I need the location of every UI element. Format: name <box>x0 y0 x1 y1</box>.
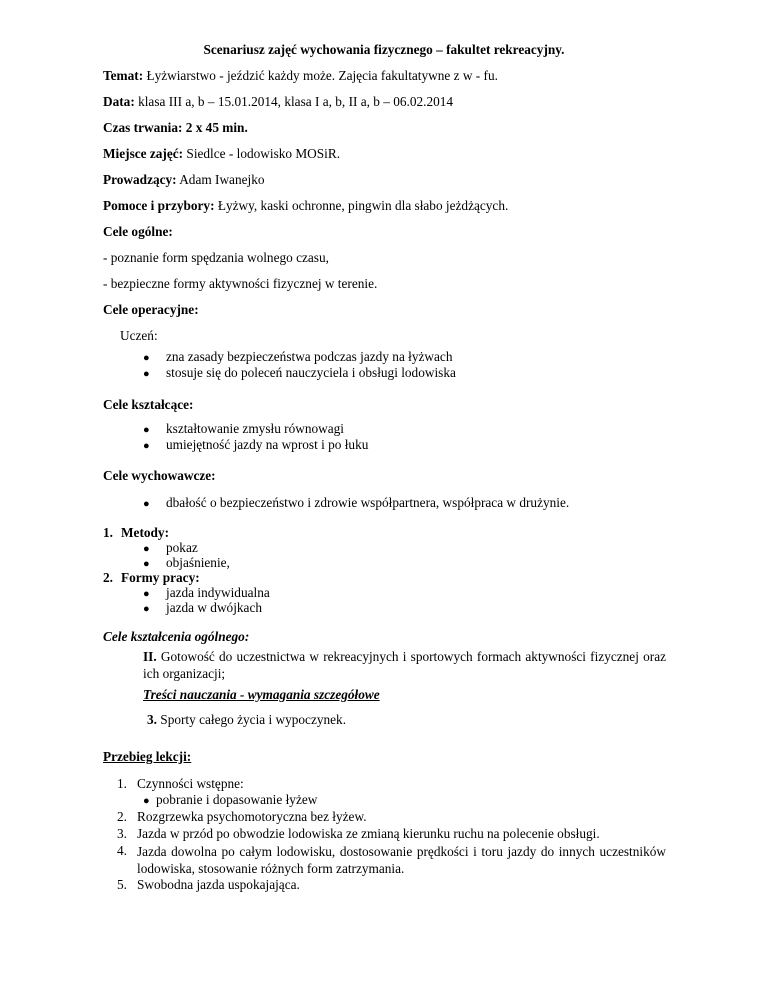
metody-item: pokaz <box>166 540 198 555</box>
ksztalcace-item: umiejętność jazdy na wprost i po łuku <box>166 437 369 452</box>
pomoce-line <box>103 198 508 214</box>
cele-operacyjne-heading: Cele operacyjne: <box>103 302 199 317</box>
prowadzacy-line <box>103 172 265 188</box>
bullet-icon: ● <box>143 603 150 615</box>
przebieg-heading: Przebieg lekcji: <box>103 749 192 764</box>
cele-ksztalcenia-heading: Cele kształcenia ogólnego: <box>103 629 250 644</box>
pomoce-label: Pomoce i przybory: <box>103 198 215 213</box>
bullet-icon: ● <box>143 588 150 600</box>
pomoce-value: Łyżwy, kaski ochronne, pingwin dla słabo jeżdżących. <box>214 198 509 213</box>
temat-line <box>103 68 498 84</box>
step-number: 5. <box>117 877 127 892</box>
ksztalcace-item: kształtowanie zmysłu równowagi <box>166 421 344 436</box>
tresci-heading: Treści nauczania - wymagania szczegółowe <box>143 687 380 702</box>
temat-value: Łyżwiarstwo - jeździć każdy może. Zajęcia fakultatywne z w - fu. <box>143 68 498 83</box>
step-number: 2. <box>117 809 127 824</box>
bullet-icon: ● <box>143 424 150 436</box>
cele-ksztalcace-heading: Cele kształcące: <box>103 397 194 412</box>
prowadzacy-value: Adam Iwanejko <box>176 172 265 187</box>
bullet-icon: ● <box>143 543 150 555</box>
wychowawcze-item: dbałość o bezpieczeństwo i zdrowie współpartnera, współpraca w drużynie. <box>166 495 570 510</box>
cele-ogolne-item: - bezpieczne formy aktywności fizycznej w terenie. <box>103 276 378 291</box>
prowadzacy-label: Prowadzący: <box>103 172 177 187</box>
cele-ogolne-item: - poznanie form spędzania wolnego czasu, <box>103 250 329 265</box>
formy-item: jazda w dwójkach <box>166 600 262 615</box>
metody-item: objaśnienie, <box>166 555 230 570</box>
operacyjne-item: stosuje się do poleceń nauczyciela i obsługi lodowiska <box>166 365 456 380</box>
cele-ksztalcenia-number: II. <box>143 649 157 664</box>
tresci-number: 3. <box>147 712 157 727</box>
cele-ksztalcenia-body: Gotowość do uczestnictwa w rekreacyjnych i sportowych formach aktywności fizycznej oraz ich organizacji; <box>143 649 666 681</box>
tresci-line <box>147 712 346 728</box>
czas-line: Czas trwania: 2 x 45 min. <box>103 120 248 135</box>
bullet-icon: ● <box>143 368 150 380</box>
step-text: Czynności wstępne: <box>137 776 244 791</box>
data-line <box>103 94 453 110</box>
uczen-label: Uczeń: <box>120 328 158 343</box>
cele-ksztalcenia-text <box>143 648 666 682</box>
data-label: Data: <box>103 94 135 109</box>
bullet-icon: ● <box>143 498 150 510</box>
step-sub-item: pobranie i dopasowanie łyżew <box>156 792 318 807</box>
step-text: Rozgrzewka psychomotoryczna bez łyżew. <box>137 809 367 824</box>
step-number: 4. <box>117 843 127 858</box>
cele-wychowawcze-heading: Cele wychowawcze: <box>103 468 216 483</box>
document-title: Scenariusz zajęć wychowania fizycznego – fakultet rekreacyjny. <box>203 42 565 57</box>
bullet-icon: ● <box>143 352 150 364</box>
temat-label: Temat: <box>103 68 144 83</box>
miejsce-line <box>103 146 340 162</box>
metody-number: 1. <box>103 525 113 540</box>
miejsce-label: Miejsce zajęć: <box>103 146 184 161</box>
step-text: Swobodna jazda uspokajająca. <box>137 877 300 892</box>
formy-item: jazda indywidualna <box>166 585 270 600</box>
operacyjne-item: zna zasady bezpieczeństwa podczas jazdy na łyżwach <box>166 349 453 364</box>
miejsce-value: Siedlce - lodowisko MOSiR. <box>183 146 341 161</box>
data-value: klasa III a, b – 15.01.2014, klasa I a, b, II a, b – 06.02.2014 <box>134 94 454 109</box>
step-text: Jazda dowolna po całym lodowisku, dostosowanie prędkości i toru jazdy do innych uczestników lodowiska, stosowanie różnych form zatrzymania. <box>137 844 666 876</box>
bullet-icon: ● <box>143 558 150 570</box>
metody-heading: Metody: <box>121 525 169 540</box>
step-number: 1. <box>117 776 127 791</box>
step-number: 3. <box>117 826 127 841</box>
bullet-icon: ● <box>143 440 150 452</box>
cele-ogolne-heading: Cele ogólne: <box>103 224 173 239</box>
bullet-icon: ● <box>143 795 150 807</box>
step-text: Jazda w przód po obwodzie lodowiska ze zmianą kierunku ruchu na polecenie obsługi. <box>137 826 600 841</box>
formy-heading: Formy pracy: <box>121 570 200 585</box>
formy-number: 2. <box>103 570 113 585</box>
tresci-body: Sporty całego życia i wypoczynek. <box>156 712 347 727</box>
